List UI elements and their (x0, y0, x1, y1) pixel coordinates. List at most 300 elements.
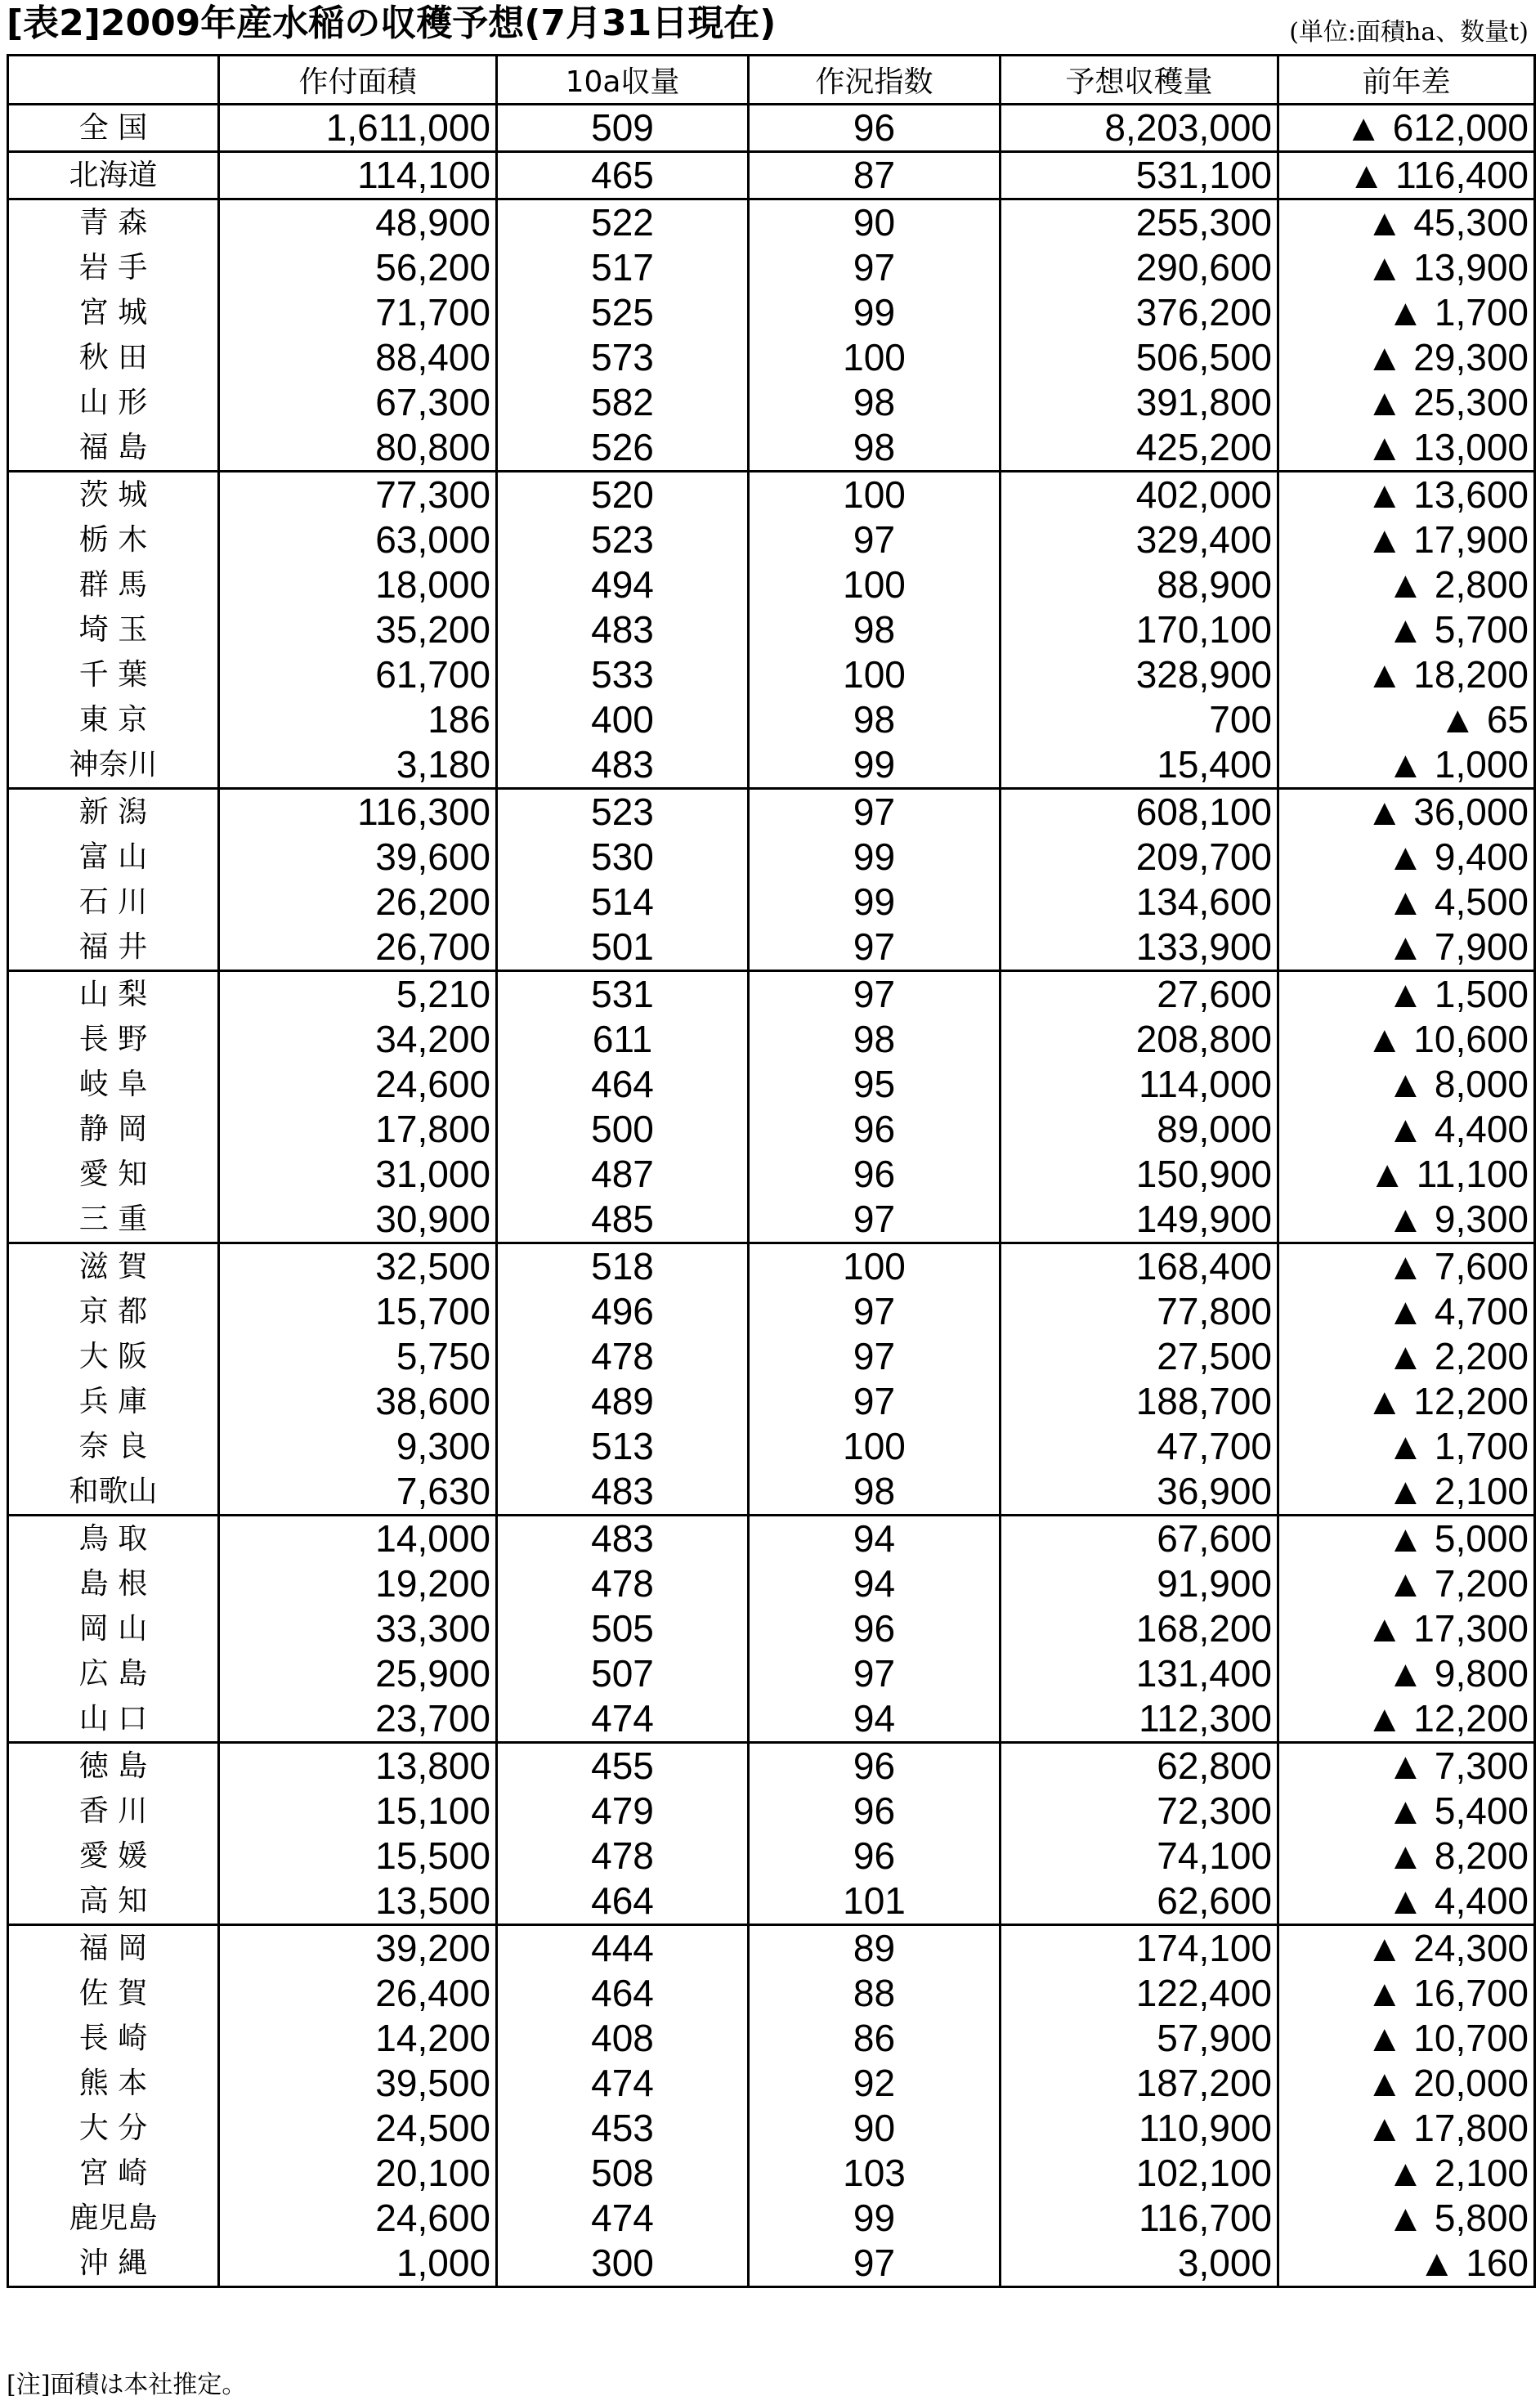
cell-diff: ▲ 17,800 (1278, 2106, 1535, 2151)
cell-index: 95 (749, 1062, 1001, 1107)
cell-region: 神奈川 (8, 742, 219, 789)
cell-yield: 573 (497, 335, 749, 380)
cell-area: 17,800 (219, 1107, 497, 1152)
cell-harvest: 608,100 (1001, 789, 1278, 835)
cell-area: 1,611,000 (219, 105, 497, 152)
cell-area: 20,100 (219, 2151, 497, 2196)
cell-area: 1,000 (219, 2241, 497, 2287)
table-row (8, 335, 1535, 380)
cell-area: 9,300 (219, 1424, 497, 1469)
cell-diff: ▲ 29,300 (1278, 335, 1535, 380)
cell-yield: 483 (497, 607, 749, 652)
cell-index: 86 (749, 2016, 1001, 2061)
cell-area: 61,700 (219, 652, 497, 697)
cell-area: 3,180 (219, 742, 497, 789)
cell-harvest: 8,203,000 (1001, 105, 1278, 152)
cell-region: 東 京 (8, 697, 219, 742)
cell-region: 愛 知 (8, 1152, 219, 1197)
cell-area: 186 (219, 697, 497, 742)
cell-harvest: 168,200 (1001, 1606, 1278, 1651)
cell-area: 31,000 (219, 1152, 497, 1197)
table-row (8, 1971, 1535, 2016)
cell-yield: 494 (497, 562, 749, 607)
cell-index: 99 (749, 835, 1001, 880)
cell-harvest: 62,800 (1001, 1743, 1278, 1789)
cell-index: 96 (749, 1743, 1001, 1789)
cell-harvest: 47,700 (1001, 1424, 1278, 1469)
cell-harvest: 72,300 (1001, 1789, 1278, 1834)
table-row (8, 1243, 1535, 1290)
cell-harvest: 62,600 (1001, 1879, 1278, 1925)
table-row (8, 1017, 1535, 1062)
unit-note: (単位:面積ha、数量t) (1289, 18, 1529, 47)
cell-harvest: 67,600 (1001, 1516, 1278, 1562)
cell-area: 56,200 (219, 245, 497, 290)
cell-index: 97 (749, 2241, 1001, 2287)
cell-region: 岩 手 (8, 245, 219, 290)
cell-area: 23,700 (219, 1696, 497, 1743)
cell-region: 大 分 (8, 2106, 219, 2151)
table-row (8, 1789, 1535, 1834)
cell-yield: 485 (497, 1197, 749, 1243)
cell-harvest: 27,500 (1001, 1334, 1278, 1379)
cell-index: 97 (749, 1334, 1001, 1379)
cell-region: 北海道 (8, 152, 219, 199)
cell-region: 福 岡 (8, 1925, 219, 1972)
cell-yield: 474 (497, 2061, 749, 2106)
cell-index: 96 (749, 1834, 1001, 1879)
cell-diff: ▲ 8,200 (1278, 1834, 1535, 1879)
table-row (8, 562, 1535, 607)
cell-region: 群 馬 (8, 562, 219, 607)
cell-region: 長 崎 (8, 2016, 219, 2061)
table-row (8, 1651, 1535, 1696)
cell-region: 島 根 (8, 1561, 219, 1606)
cell-harvest: 36,900 (1001, 1469, 1278, 1516)
table-row (8, 1834, 1535, 1879)
cell-harvest: 15,400 (1001, 742, 1278, 789)
cell-index: 99 (749, 880, 1001, 925)
cell-diff: ▲ 8,000 (1278, 1062, 1535, 1107)
cell-region: 新 潟 (8, 789, 219, 835)
cell-region: 千 葉 (8, 652, 219, 697)
cell-harvest: 188,700 (1001, 1379, 1278, 1424)
table-row (8, 1925, 1535, 1972)
table-body (8, 105, 1535, 2287)
cell-region: 佐 賀 (8, 1971, 219, 2016)
cell-harvest: 112,300 (1001, 1696, 1278, 1743)
cell-area: 14,000 (219, 1516, 497, 1562)
table-row (8, 425, 1535, 472)
cell-yield: 487 (497, 1152, 749, 1197)
table-row (8, 607, 1535, 652)
table-row (8, 2016, 1535, 2061)
table-row (8, 1561, 1535, 1606)
cell-index: 97 (749, 789, 1001, 835)
cell-region: 山 口 (8, 1696, 219, 1743)
cell-area: 7,630 (219, 1469, 497, 1516)
cell-harvest: 376,200 (1001, 290, 1278, 335)
cell-area: 5,210 (219, 971, 497, 1018)
cell-region: 大 阪 (8, 1334, 219, 1379)
cell-harvest: 425,200 (1001, 425, 1278, 472)
cell-region: 宮 城 (8, 290, 219, 335)
cell-yield: 479 (497, 1789, 749, 1834)
cell-region: 茨 城 (8, 472, 219, 518)
cell-diff: ▲ 36,000 (1278, 789, 1535, 835)
cell-harvest: 88,900 (1001, 562, 1278, 607)
cell-diff: ▲ 10,700 (1278, 2016, 1535, 2061)
cell-area: 15,700 (219, 1289, 497, 1334)
cell-area: 26,400 (219, 1971, 497, 2016)
cell-index: 97 (749, 1379, 1001, 1424)
column-header-yield: 10a収量 (497, 56, 749, 105)
table-row (8, 925, 1535, 971)
cell-diff: ▲ 4,700 (1278, 1289, 1535, 1334)
cell-diff: ▲ 7,200 (1278, 1561, 1535, 1606)
table-row (8, 1107, 1535, 1152)
cell-index: 100 (749, 335, 1001, 380)
cell-area: 25,900 (219, 1651, 497, 1696)
column-header-area: 作付面積 (219, 56, 497, 105)
cell-harvest: 391,800 (1001, 380, 1278, 425)
cell-area: 32,500 (219, 1243, 497, 1290)
cell-yield: 453 (497, 2106, 749, 2151)
table-row (8, 880, 1535, 925)
cell-region: 青 森 (8, 199, 219, 246)
cell-yield: 611 (497, 1017, 749, 1062)
cell-region: 山 形 (8, 380, 219, 425)
cell-index: 98 (749, 425, 1001, 472)
cell-diff: ▲ 4,400 (1278, 1879, 1535, 1925)
cell-region: 高 知 (8, 1879, 219, 1925)
cell-index: 97 (749, 1197, 1001, 1243)
cell-yield: 483 (497, 742, 749, 789)
cell-area: 24,600 (219, 2196, 497, 2241)
cell-area: 67,300 (219, 380, 497, 425)
cell-harvest: 77,800 (1001, 1289, 1278, 1334)
cell-harvest: 174,100 (1001, 1925, 1278, 1972)
column-header-harvest: 予想収穫量 (1001, 56, 1278, 105)
cell-index: 96 (749, 1789, 1001, 1834)
cell-yield: 530 (497, 835, 749, 880)
cell-diff: ▲ 13,600 (1278, 472, 1535, 518)
cell-yield: 300 (497, 2241, 749, 2287)
cell-yield: 483 (497, 1469, 749, 1516)
table-row (8, 1424, 1535, 1469)
column-header-diff: 前年差 (1278, 56, 1535, 105)
cell-index: 96 (749, 1107, 1001, 1152)
cell-area: 26,200 (219, 880, 497, 925)
cell-index: 99 (749, 742, 1001, 789)
cell-index: 90 (749, 2106, 1001, 2151)
cell-area: 80,800 (219, 425, 497, 472)
cell-region: 滋 賀 (8, 1243, 219, 1290)
table-row (8, 1289, 1535, 1334)
cell-diff: ▲ 1,000 (1278, 742, 1535, 789)
cell-diff: ▲ 9,400 (1278, 835, 1535, 880)
cell-yield: 455 (497, 1743, 749, 1789)
table-row (8, 1379, 1535, 1424)
cell-yield: 474 (497, 1696, 749, 1743)
cell-harvest: 170,100 (1001, 607, 1278, 652)
cell-area: 38,600 (219, 1379, 497, 1424)
cell-diff: ▲ 2,800 (1278, 562, 1535, 607)
table-row (8, 152, 1535, 199)
cell-harvest: 122,400 (1001, 1971, 1278, 2016)
cell-yield: 474 (497, 2196, 749, 2241)
cell-harvest: 187,200 (1001, 2061, 1278, 2106)
cell-yield: 517 (497, 245, 749, 290)
table-row (8, 1469, 1535, 1516)
cell-yield: 444 (497, 1925, 749, 1972)
cell-yield: 408 (497, 2016, 749, 2061)
cell-harvest: 102,100 (1001, 2151, 1278, 2196)
cell-harvest: 110,900 (1001, 2106, 1278, 2151)
cell-area: 63,000 (219, 517, 497, 562)
cell-index: 97 (749, 245, 1001, 290)
cell-diff: ▲ 2,200 (1278, 1334, 1535, 1379)
cell-region: 福 井 (8, 925, 219, 971)
cell-diff: ▲ 116,400 (1278, 152, 1535, 199)
cell-region: 埼 玉 (8, 607, 219, 652)
cell-yield: 522 (497, 199, 749, 246)
table-row (8, 789, 1535, 835)
cell-harvest: 149,900 (1001, 1197, 1278, 1243)
table-row (8, 1062, 1535, 1107)
table-header-row (8, 56, 1535, 105)
cell-region: 岐 阜 (8, 1062, 219, 1107)
cell-diff: ▲ 9,800 (1278, 1651, 1535, 1696)
cell-harvest: 208,800 (1001, 1017, 1278, 1062)
cell-yield: 500 (497, 1107, 749, 1152)
cell-yield: 464 (497, 1971, 749, 2016)
cell-index: 88 (749, 1971, 1001, 2016)
cell-yield: 526 (497, 425, 749, 472)
cell-harvest: 133,900 (1001, 925, 1278, 971)
cell-harvest: 255,300 (1001, 199, 1278, 246)
cell-yield: 465 (497, 152, 749, 199)
cell-yield: 582 (497, 380, 749, 425)
cell-harvest: 700 (1001, 697, 1278, 742)
cell-area: 71,700 (219, 290, 497, 335)
cell-region: 秋 田 (8, 335, 219, 380)
cell-harvest: 116,700 (1001, 2196, 1278, 2241)
table-row (8, 105, 1535, 152)
cell-index: 99 (749, 290, 1001, 335)
cell-diff: ▲ 12,200 (1278, 1379, 1535, 1424)
table-row (8, 697, 1535, 742)
cell-index: 100 (749, 562, 1001, 607)
cell-index: 97 (749, 1289, 1001, 1334)
cell-harvest: 328,900 (1001, 652, 1278, 697)
cell-yield: 478 (497, 1834, 749, 1879)
cell-region: 鳥 取 (8, 1516, 219, 1562)
cell-harvest: 209,700 (1001, 835, 1278, 880)
table-row (8, 2151, 1535, 2196)
cell-area: 48,900 (219, 199, 497, 246)
cell-diff: ▲ 612,000 (1278, 105, 1535, 152)
cell-index: 98 (749, 1469, 1001, 1516)
table-row (8, 1879, 1535, 1925)
cell-harvest: 290,600 (1001, 245, 1278, 290)
cell-harvest: 89,000 (1001, 1107, 1278, 1152)
cell-region: 徳 島 (8, 1743, 219, 1789)
table-row (8, 472, 1535, 518)
cell-yield: 523 (497, 517, 749, 562)
cell-yield: 478 (497, 1561, 749, 1606)
cell-yield: 531 (497, 971, 749, 1018)
cell-index: 97 (749, 517, 1001, 562)
cell-area: 39,600 (219, 835, 497, 880)
cell-diff: ▲ 5,000 (1278, 1516, 1535, 1562)
cell-yield: 505 (497, 1606, 749, 1651)
cell-harvest: 150,900 (1001, 1152, 1278, 1197)
cell-region: 兵 庫 (8, 1379, 219, 1424)
cell-index: 101 (749, 1879, 1001, 1925)
table-row (8, 742, 1535, 789)
harvest-table (7, 54, 1536, 2288)
cell-harvest: 506,500 (1001, 335, 1278, 380)
cell-index: 97 (749, 1651, 1001, 1696)
cell-region: 福 島 (8, 425, 219, 472)
cell-diff: ▲ 7,900 (1278, 925, 1535, 971)
cell-index: 98 (749, 607, 1001, 652)
table-row (8, 2106, 1535, 2151)
table-row (8, 290, 1535, 335)
cell-harvest: 134,600 (1001, 880, 1278, 925)
cell-diff: ▲ 18,200 (1278, 652, 1535, 697)
cell-region: 岡 山 (8, 1606, 219, 1651)
cell-index: 98 (749, 697, 1001, 742)
cell-region: 愛 媛 (8, 1834, 219, 1879)
cell-area: 34,200 (219, 1017, 497, 1062)
cell-index: 100 (749, 1424, 1001, 1469)
cell-area: 30,900 (219, 1197, 497, 1243)
cell-yield: 520 (497, 472, 749, 518)
cell-yield: 501 (497, 925, 749, 971)
cell-diff: ▲ 16,700 (1278, 1971, 1535, 2016)
footnote: [注]面積は本社推定。 (7, 2371, 247, 2399)
cell-area: 35,200 (219, 607, 497, 652)
table-row (8, 971, 1535, 1018)
table-row (8, 245, 1535, 290)
table-row (8, 652, 1535, 697)
cell-diff: ▲ 7,300 (1278, 1743, 1535, 1789)
cell-yield: 507 (497, 1651, 749, 1696)
cell-region: 静 岡 (8, 1107, 219, 1152)
page-title: [表2]2009年産水稲の収穫予想(7月31日現在) (7, 2, 777, 44)
cell-area: 15,100 (219, 1789, 497, 1834)
cell-area: 14,200 (219, 2016, 497, 2061)
cell-harvest: 91,900 (1001, 1561, 1278, 1606)
cell-diff: ▲ 5,700 (1278, 607, 1535, 652)
cell-index: 96 (749, 1152, 1001, 1197)
cell-yield: 464 (497, 1062, 749, 1107)
cell-diff: ▲ 1,700 (1278, 1424, 1535, 1469)
cell-region: 奈 良 (8, 1424, 219, 1469)
cell-diff: ▲ 2,100 (1278, 1469, 1535, 1516)
cell-area: 5,750 (219, 1334, 497, 1379)
table-row (8, 1696, 1535, 1743)
cell-region: 全 国 (8, 105, 219, 152)
cell-region: 宮 崎 (8, 2151, 219, 2196)
cell-area: 15,500 (219, 1834, 497, 1879)
cell-region: 熊 本 (8, 2061, 219, 2106)
cell-yield: 525 (497, 290, 749, 335)
cell-harvest: 531,100 (1001, 152, 1278, 199)
cell-index: 100 (749, 652, 1001, 697)
cell-area: 116,300 (219, 789, 497, 835)
table-row (8, 1743, 1535, 1789)
cell-index: 98 (749, 1017, 1001, 1062)
cell-yield: 483 (497, 1516, 749, 1562)
cell-yield: 478 (497, 1334, 749, 1379)
cell-diff: ▲ 1,700 (1278, 290, 1535, 335)
cell-area: 24,500 (219, 2106, 497, 2151)
table-row (8, 835, 1535, 880)
cell-diff: ▲ 9,300 (1278, 1197, 1535, 1243)
cell-area: 18,000 (219, 562, 497, 607)
cell-diff: ▲ 2,100 (1278, 2151, 1535, 2196)
cell-area: 114,100 (219, 152, 497, 199)
cell-index: 103 (749, 2151, 1001, 2196)
cell-index: 98 (749, 380, 1001, 425)
cell-index: 87 (749, 152, 1001, 199)
table-row (8, 199, 1535, 246)
table-row (8, 2196, 1535, 2241)
cell-diff: ▲ 1,500 (1278, 971, 1535, 1018)
cell-diff: ▲ 4,500 (1278, 880, 1535, 925)
cell-diff: ▲ 65 (1278, 697, 1535, 742)
table-row (8, 2241, 1535, 2287)
cell-area: 77,300 (219, 472, 497, 518)
table-row (8, 2061, 1535, 2106)
cell-region: 三 重 (8, 1197, 219, 1243)
cell-diff: ▲ 4,400 (1278, 1107, 1535, 1152)
cell-index: 96 (749, 105, 1001, 152)
cell-region: 石 川 (8, 880, 219, 925)
cell-diff: ▲ 24,300 (1278, 1925, 1535, 1972)
cell-region: 京 都 (8, 1289, 219, 1334)
cell-region: 長 野 (8, 1017, 219, 1062)
cell-yield: 518 (497, 1243, 749, 1290)
cell-diff: ▲ 5,400 (1278, 1789, 1535, 1834)
cell-diff: ▲ 20,000 (1278, 2061, 1535, 2106)
cell-harvest: 168,400 (1001, 1243, 1278, 1290)
cell-index: 92 (749, 2061, 1001, 2106)
cell-harvest: 329,400 (1001, 517, 1278, 562)
cell-yield: 514 (497, 880, 749, 925)
cell-region: 沖 縄 (8, 2241, 219, 2287)
cell-region: 和歌山 (8, 1469, 219, 1516)
cell-harvest: 131,400 (1001, 1651, 1278, 1696)
table-row (8, 1606, 1535, 1651)
cell-diff: ▲ 10,600 (1278, 1017, 1535, 1062)
cell-diff: ▲ 17,900 (1278, 517, 1535, 562)
table-row (8, 1152, 1535, 1197)
cell-area: 13,500 (219, 1879, 497, 1925)
cell-index: 89 (749, 1925, 1001, 1972)
cell-harvest: 57,900 (1001, 2016, 1278, 2061)
cell-yield: 496 (497, 1289, 749, 1334)
cell-index: 97 (749, 971, 1001, 1018)
cell-yield: 489 (497, 1379, 749, 1424)
cell-area: 39,200 (219, 1925, 497, 1972)
cell-harvest: 402,000 (1001, 472, 1278, 518)
cell-diff: ▲ 45,300 (1278, 199, 1535, 246)
table-row (8, 1516, 1535, 1562)
